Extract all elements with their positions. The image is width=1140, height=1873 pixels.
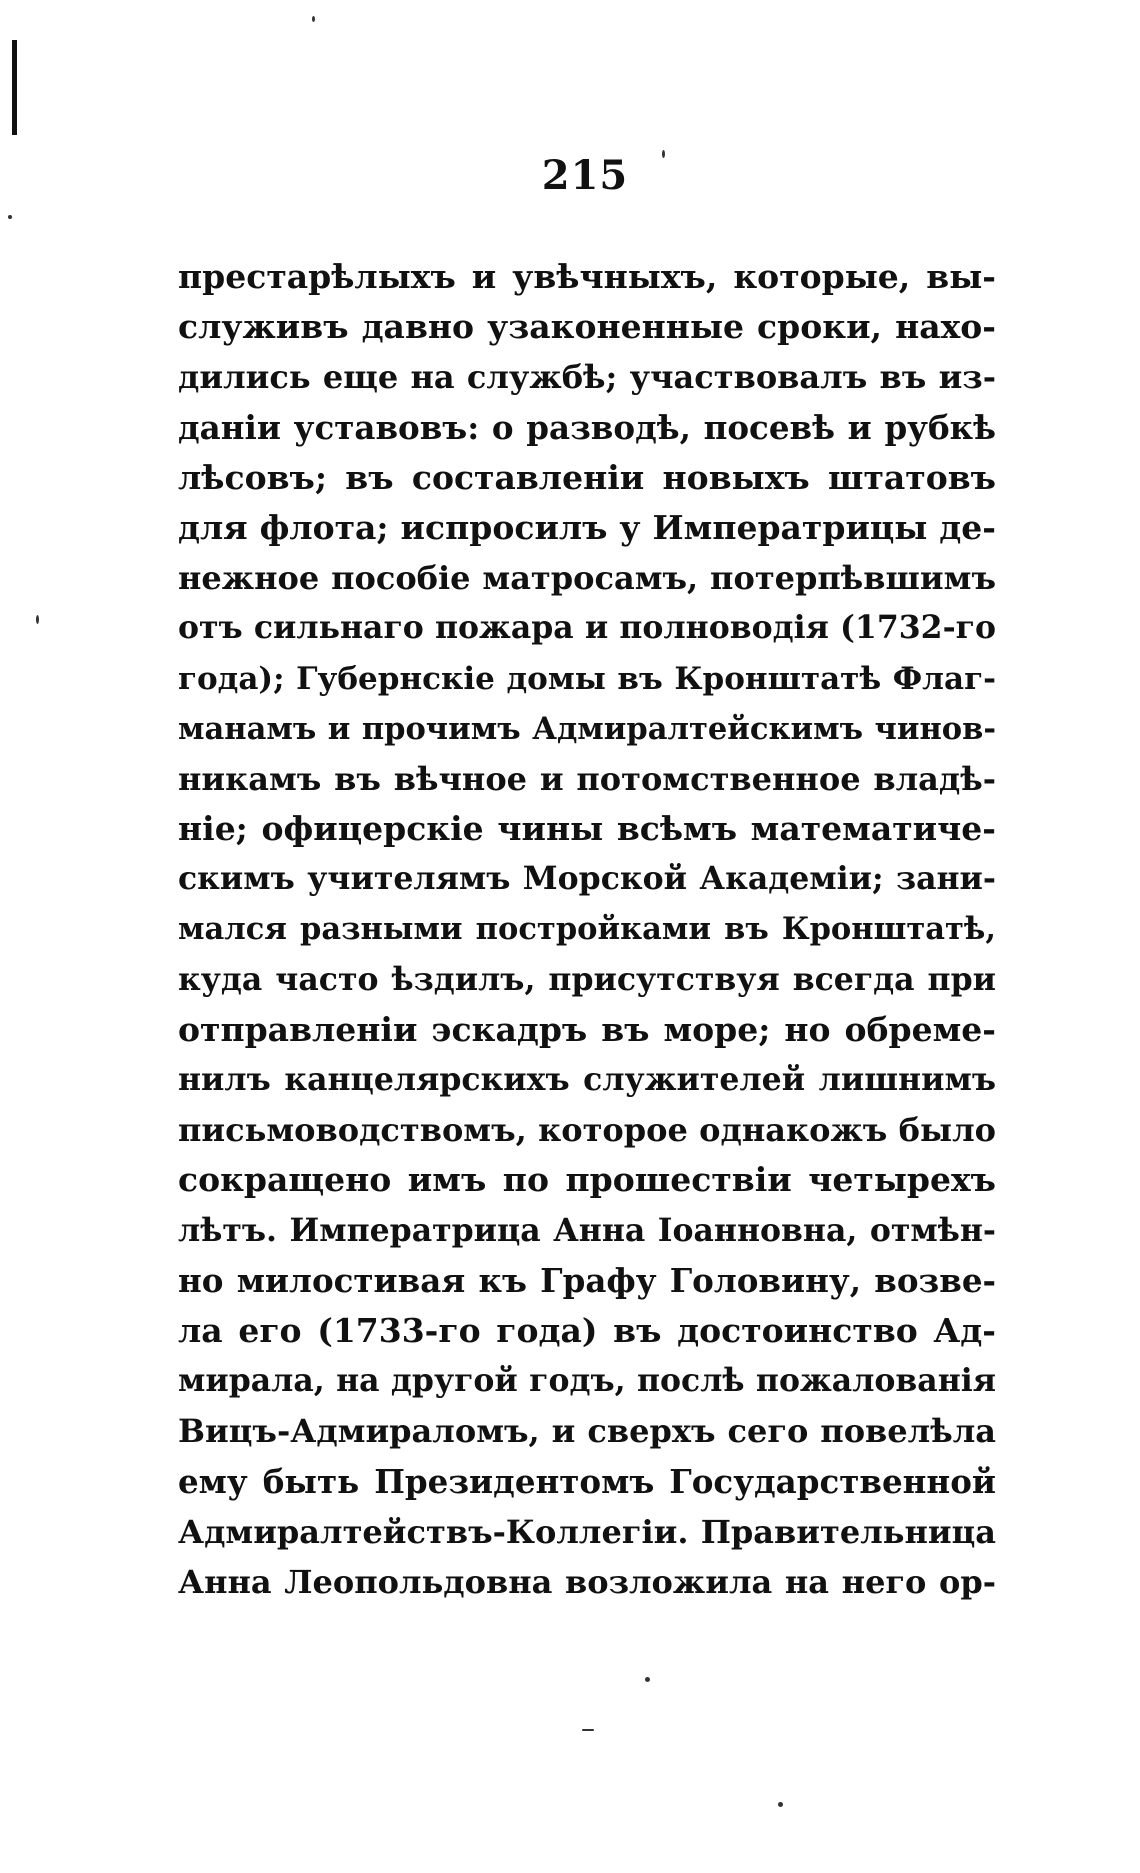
- text-line: Адмиралтействъ-Коллегіи. Правительница: [178, 1512, 996, 1551]
- print-speck: [8, 215, 12, 219]
- text-line: нилъ канцелярскихъ служителей лишнимъ: [178, 1061, 996, 1098]
- text-line: ему быть Президентомъ Государственной: [178, 1461, 996, 1501]
- text-line: куда часто ѣздилъ, присутствуя всегда при: [178, 960, 996, 998]
- print-speck: [36, 615, 39, 624]
- text-line: года); Губернскіе домы въ Кронштатѣ Флаг-: [178, 660, 996, 697]
- text-line: престарѣлыхъ и увѣчныхъ, которые, вы-: [178, 257, 996, 296]
- text-line: даніи уставовъ: о разводѣ, посевѣ и рубкѣ: [178, 407, 996, 447]
- text-line: скимъ учителямъ Морской Академіи; зани-: [178, 860, 996, 898]
- text-line: служивъ давно узаконенные сроки, нахо-: [178, 307, 996, 347]
- page-number: 215: [541, 152, 629, 199]
- text-line: для флота; испросилъ у Императрицы де-: [178, 507, 996, 547]
- text-line: ла его (1733-го года) въ достоинство Ад-: [178, 1310, 996, 1350]
- text-line: Анна Леопольдовна возложила на него ор-: [178, 1562, 996, 1601]
- text-line: нежное пособіе матросамъ, потерпѣвшимъ: [178, 559, 996, 598]
- text-line: дились еще на службѣ; участвовалъ въ из-: [178, 358, 996, 397]
- text-line: лѣсовъ; въ составленіи новыхъ штатовъ: [178, 457, 996, 497]
- text-line: манамъ и прочимъ Адмиралтейскимъ чинов-: [178, 710, 996, 747]
- print-speck: [312, 16, 315, 22]
- text-line: но милостивая къ Графу Головину, возве-: [178, 1260, 996, 1300]
- text-line: отъ сильнаго пожара и полноводія (1732-го: [178, 609, 996, 647]
- print-speck: [778, 1802, 783, 1807]
- print-speck: [582, 1729, 594, 1731]
- text-line: мирала, на другой годъ, послѣ пожалованія: [178, 1362, 996, 1400]
- text-line: мался разными постройками въ Кронштатѣ,: [178, 911, 996, 948]
- body-text: [178, 252, 996, 1607]
- gutter-edge-mark: [12, 40, 17, 135]
- print-speck: [645, 1677, 650, 1682]
- text-line: отправленіи эскадръ въ море; но обреме-: [178, 1009, 996, 1049]
- text-line: сокращено имъ по прошествіи четырехъ: [178, 1160, 996, 1200]
- text-line: лѣтъ. Императрица Анна Іоанновна, отмѣн-: [178, 1211, 996, 1249]
- text-line: ніе; офицерскіе чины всѣмъ математиче-: [178, 809, 996, 849]
- text-line: Вицъ-Адмираломъ, и сверхъ сего повелѣла: [178, 1412, 996, 1451]
- text-line: письмоводствомъ, которое однакожъ было: [178, 1111, 996, 1150]
- text-line: никамъ въ вѣчное и потомственное владѣ-: [178, 759, 996, 798]
